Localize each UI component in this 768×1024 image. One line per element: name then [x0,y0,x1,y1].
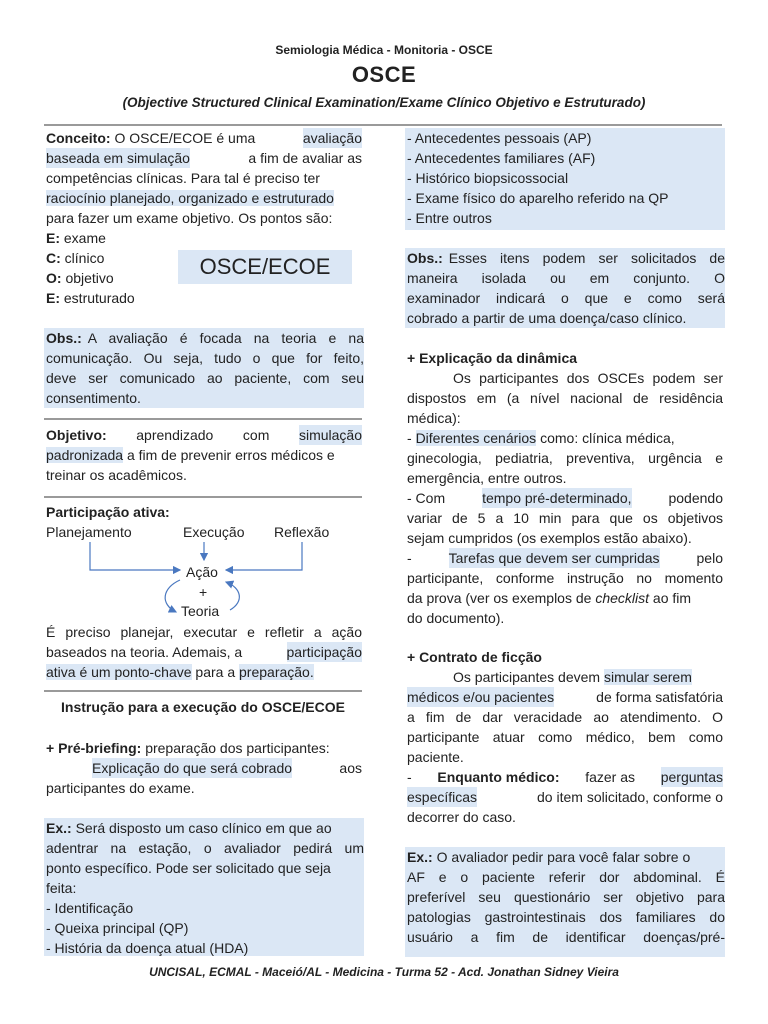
cycle-acao: Ação [186,564,218,580]
dinamica-section [407,348,723,628]
list-item: - Antecedentes pessoais (AP) [407,130,592,146]
participation-diagram-arrows [80,538,320,628]
obs1-line: deve ser comunicado ao paciente, com seu [46,370,364,386]
acronym-item: E: estruturado [46,290,135,306]
antecedentes-list [405,128,725,230]
ficcao-line: paciente. [407,749,464,765]
ficcao-line: - Enquanto médico: fazer as perguntas [407,769,723,785]
header-divider [44,124,722,126]
ficcao-line: participante atuar como médico, bem como [407,729,723,745]
obs2-line: Esses itens podem ser solicitados de [448,250,725,266]
prebriefing-label: + Pré-briefing: [46,740,142,756]
ex1-line: adentrar na estação, o avaliador pedirá um [46,840,364,856]
participacao-line: baseados na teoria. Ademais, a participação [46,644,362,660]
section-divider [44,418,362,420]
dinamica-line: dispostos em (a nível nacional de residência [407,390,723,406]
participacao-title: Participação ativa: [46,504,170,520]
participacao-line: ativa é um ponto-chave para a preparação. [46,664,314,680]
obs2-line: maneira isolada ou em conjunto. O [407,270,725,286]
ficcao-line: Os participantes devem simular serem [453,669,692,685]
dinamica-line: sejam cumpridos (os exemplos estão abaixo). [407,530,692,546]
ex2-line: usuário a fim de identificar doenças/pré- [407,929,725,945]
highlight-simulacao: simulação [298,427,362,443]
ex2-line: preferível seu questionário ser objetivo para [407,889,725,905]
ex2-line: O avaliador pedir para você falar sobre o [436,849,691,865]
objetivo-line-2: padronizada a fim de prevenir erros médicos e [46,447,335,463]
obs1-line: consentimento. [46,390,141,406]
participacao-line: É preciso planejar, executar e refletir a ação [46,624,362,640]
objetivo-label: Objetivo: [46,427,107,443]
list-item: - Entre outros [407,210,492,226]
conceito-text [46,188,362,208]
ficcao-title: + Contrato de ficção [407,649,542,665]
objetivo-line-3: treinar os acadêmicos. [46,467,187,483]
dinamica-line: da prova (ver os exemplos de checklist ao fim [407,590,692,606]
ex1-item: - Queixa principal (QP) [46,920,189,936]
ex-label: Ex.: [407,849,433,865]
obs-label: Obs.: [407,250,443,266]
step-planejamento: Planejamento [46,524,132,540]
prebriefing-line: participantes do exame. [46,780,195,796]
page-subtitle: (Objective Structured Clinical Examination/Exame Clínico Objetivo e Estruturado) [122,95,646,110]
obs1-line: comunicação. Ou seja, tudo o que for feito, [46,350,364,366]
obs-box-2 [405,248,725,328]
dinamica-line: médica): [407,410,461,426]
conceito-text: para fazer um exame objetivo. Os pontos são: [46,210,333,226]
prebriefing-section [46,738,362,798]
objetivo-text: aprendizado [136,427,214,443]
dinamica-line: do documento). [407,610,505,626]
ex1-line: feita: [46,880,77,896]
obs-label: Obs.: [46,330,82,346]
ex1-item: - Identificação [46,900,134,916]
ex1-line: ponto específico. Pode ser solicitado que seja [46,860,331,876]
participacao-section [46,502,362,522]
ex-label: Ex.: [46,820,72,836]
dinamica-line: ginecologia, pediatria, preventiva, urgência e [407,450,723,466]
prebriefing-line: Explicação do que será cobrado aos [92,760,362,776]
obs2-line: examinador indicará o que e como será [407,290,725,306]
prebriefing-text: preparação dos participantes: [145,740,330,756]
dinamica-line: - Com tempo pré-determinado, podendo [407,490,723,506]
conceito-line-2 [46,148,362,168]
highlight-avaliacao: avaliação [302,130,362,146]
highlight-raciocinio: raciocínio planejado, organizado e estruturado [46,190,334,206]
list-item: - Histórico biopsicossocial [407,170,569,186]
conceito-text: a fim de avaliar as [248,150,362,166]
ex1-line: Será disposto um caso clínico em que ao [75,820,332,836]
dinamica-line: participante, conforme instrução no momento [407,570,723,586]
dinamica-line: - Diferentes cenários como: clínica médica, [407,430,675,446]
dinamica-title: + Explicação da dinâmica [407,350,578,366]
cycle-teoria: Teoria [181,603,220,619]
section-divider [44,496,362,498]
objetivo-section [46,425,362,485]
acronym-item: O: objetivo [46,270,114,286]
instrucao-title: Instrução para a execução do OSCE/ECOE [61,699,345,715]
obs2-line: cobrado a partir de uma doença/caso clínico. [407,310,687,326]
header-top-line: Semiologia Médica - Monitoria - OSCE [275,43,493,57]
page-footer: UNCISAL, ECMAL - Maceió/AL - Medicina - Turma 52 - Acd. Jonathan Sidney Vieira [149,965,619,979]
participacao-text [46,622,362,682]
objetivo-line-1 [46,425,362,445]
step-execucao: Execução [183,524,245,540]
dinamica-line: Os participantes dos OSCEs podem ser [453,370,723,386]
ex2-line: patologias gastrointestinais dos familiares do [407,909,725,925]
ficcao-line: médicos e/ou pacientes de forma satisfatória [407,689,723,705]
highlight-simulacao: baseada em simulação [46,150,190,166]
dinamica-line: variar de 5 a 10 min para que os objetivos [407,510,723,526]
dinamica-line: emergência, entre outros. [407,470,567,486]
ficcao-line: específicas do item solicitado, conforme o [407,789,723,805]
ex1-item: - História da doença atual (HDA) [46,940,249,956]
ex2-line: AF e o paciente referir dor abdominal. É [407,869,725,885]
ficcao-line: a fim de dar veracidade ao atendimento. O [407,709,723,725]
dinamica-line: - Tarefas que devem ser cumpridas pelo [407,550,723,566]
example-box-2 [405,847,725,957]
cycle-plus: + [199,584,208,600]
list-item: - Exame físico do aparelho referido na QP [407,190,669,206]
page-title: OSCE [351,62,417,87]
ficcao-line: decorrer do caso. [407,809,516,825]
conceito-text: O OSCE/ECOE é uma [114,130,256,146]
section-divider [44,690,362,692]
conceito-text: competências clínicas. Para tal é preciso ter [46,170,320,186]
acronym-item: C: clínico [46,250,105,266]
step-reflexao: Reflexão [274,524,330,540]
obs1-line: Obs.: A avaliação é focada na teoria e na [46,330,364,346]
list-item: - Antecedentes familiares (AF) [407,150,596,166]
osce-ecoe-box: OSCE/ECOE [178,250,352,284]
acronym-item: E: exame [46,230,106,246]
example-box-1 [44,818,364,956]
ficcao-section [407,647,723,827]
obs-box-1 [44,328,364,408]
conceito-label: Conceito: [46,130,111,146]
objetivo-text: com [242,427,270,443]
conceito-line-1 [46,128,362,148]
